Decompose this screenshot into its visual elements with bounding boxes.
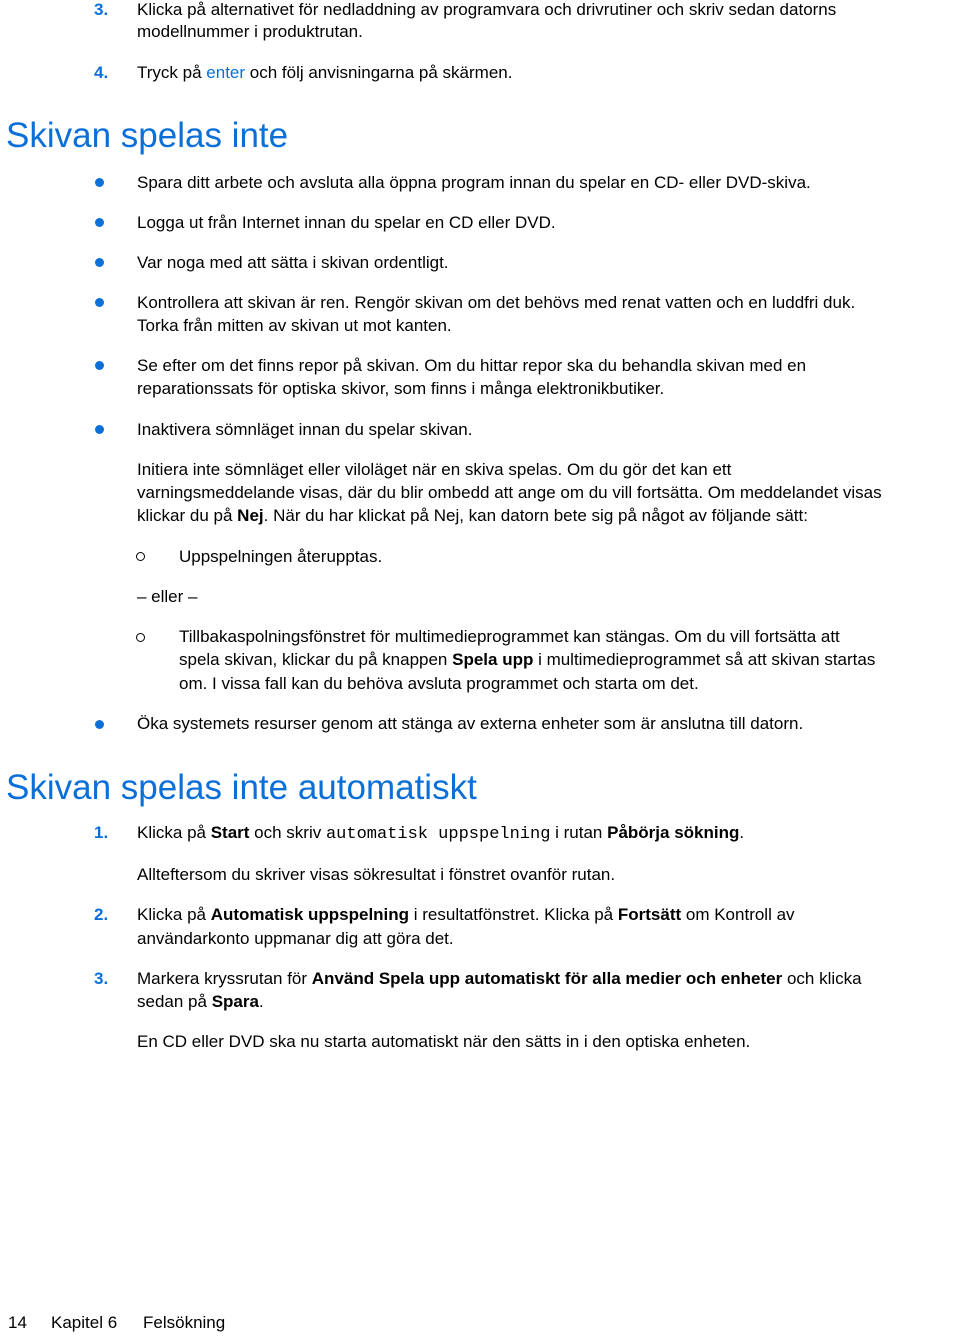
step-number: 3. [94,0,109,19]
step-note: Allteftersom du skriver visas sökresultat i fönstret ovanför rutan. [137,865,616,884]
chapter-title: Felsökning [143,1313,226,1332]
section-heading: Skivan spelas inte [6,116,289,155]
step-text: Klicka på Start och skriv automatisk uppspelning i rutan Påbörja sökning. [137,823,745,844]
bullet-icon [95,425,104,434]
step-note: En CD eller DVD ska nu starta automatiskt när den sätts in i den optiska enheten. [137,1032,751,1051]
sub-bullet-icon [136,552,145,561]
bullet-text: Se efter om det finns repor på skivan. Om du hittar repor ska du behandla skivan med en [137,356,807,375]
bullet-text: Kontrollera att skivan är ren. Rengör skivan om det behövs med renat vatten och en luddfri duk. [137,293,856,312]
sub-bullet-icon [136,633,145,642]
step-text: användarkonto uppmanar dig att göra det. [137,929,454,948]
chapter-label: Kapitel 6 [51,1313,118,1332]
step-text: Klicka på Automatisk uppspelning i resultatfönstret. Klicka på Fortsätt om Kontroll av [137,905,795,924]
step-text: Tryck på enter och följ anvisningarna på skärmen. [137,63,513,82]
bullet-text: Torka från mitten av skivan ut mot kanten. [137,316,452,335]
bullet-text: Öka systemets resurser genom att stänga av externa enheter som är anslutna till datorn. [137,714,804,733]
bullet-icon [95,178,104,187]
bullet-text: Logga ut från Internet innan du spelar en CD eller DVD. [137,213,556,232]
key-name: enter [206,63,246,82]
sub-bullet-text: Uppspelningen återupptas. [179,547,383,566]
sub-bullet-text: Tillbakaspolningsfönstret för multimedieprogrammet kan stängas. Om du vill fortsätta att [179,627,840,646]
code-text: automatisk uppspelning [325,825,551,844]
step-text: sedan på Spara. [137,992,264,1011]
bullet-icon [95,218,104,227]
bullet-icon [95,258,104,267]
page-number: 14 [8,1313,27,1332]
step-number: 2. [94,905,109,924]
paragraph-text: klickar du på Nej. När du har klickat på Nej, kan datorn bete sig på något av följande sätt: [137,506,808,525]
bullet-icon [95,720,104,729]
sub-bullet-text: spela skivan, klickar du på knappen Spela upp i multimedieprogrammet så att skivan startas [179,650,876,669]
bullet-text: reparationssats för optiska skivor, som finns i många elektronikbutiker. [137,379,665,398]
bullet-text: Inaktivera sömnläget innan du spelar skivan. [137,420,473,439]
step-text: modellnummer i produktrutan. [137,22,363,41]
sub-bullet-text: om. I vissa fall kan du behöva avsluta programmet och starta om det. [179,674,699,693]
step-number: 3. [94,969,109,988]
bullet-text: Spara ditt arbete och avsluta alla öppna program innan du spelar en CD- eller DVD-skiva. [137,173,811,192]
step-number: 1. [94,823,109,842]
bullet-icon [95,298,104,307]
bullet-text: Var noga med att sätta i skivan ordentligt. [137,253,449,272]
section-heading: Skivan spelas inte automatiskt [6,768,477,807]
paragraph-text: varningsmeddelande visas, där du blir ombedd att ange om du vill fortsätta. Om meddelandet visas [137,483,882,502]
step-number: 4. [94,63,109,82]
or-separator: – eller – [137,587,198,606]
paragraph-text: Initiera inte sömnläget eller viloläget när en skiva spelas. Om du gör det kan ett [137,460,732,479]
step-text: Klicka på alternativet för nedladdning av programvara och drivrutiner och skriv sedan datorns [137,0,837,19]
bullet-icon [95,361,104,370]
step-text: Markera kryssrutan för Använd Spela upp automatiskt för alla medier och enheter och klicka [137,969,862,988]
